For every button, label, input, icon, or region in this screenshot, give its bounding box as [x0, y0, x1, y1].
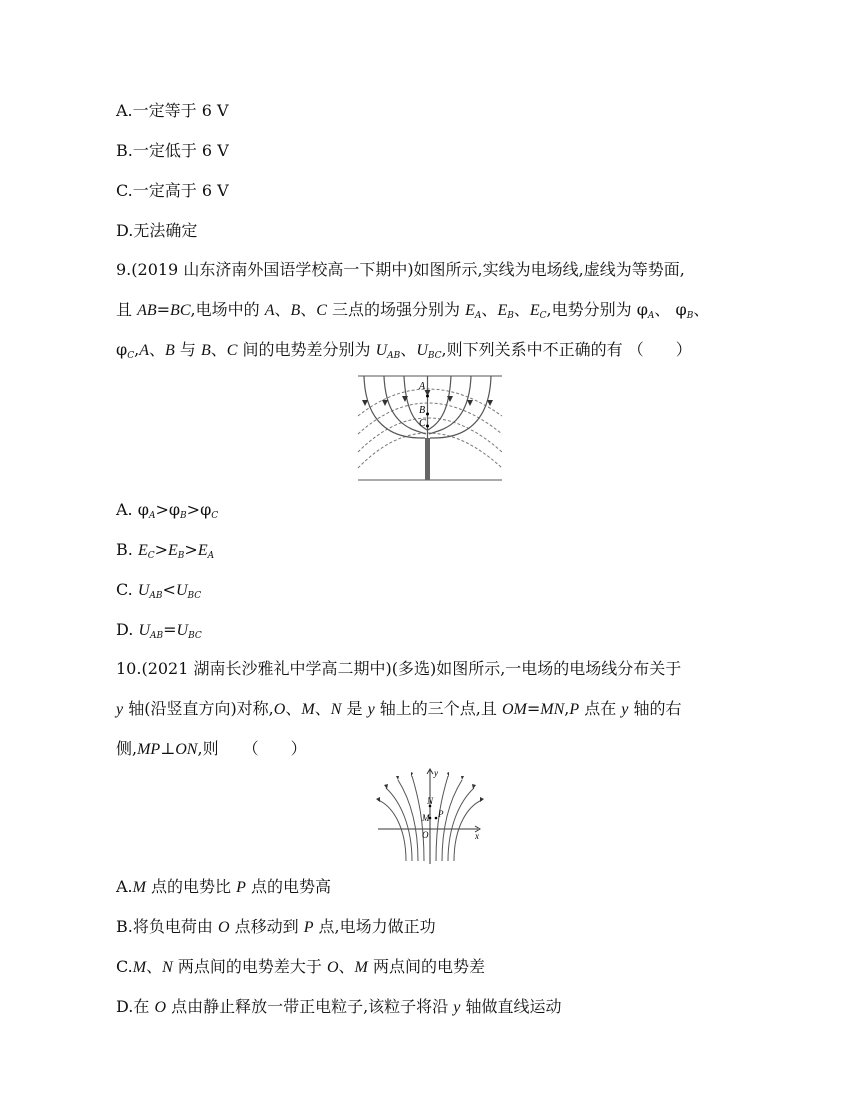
q10-stem-line2: y 轴(沿竖直方向)对称,O、M、N 是 y 轴上的三个点,且 OM=MN,P 点在 y 轴的右 [116, 699, 682, 718]
q10-fig-label-o: O [422, 830, 429, 840]
q10-stem-line1: 10.(2021 湖南长沙雅礼中学高二期中)(多选)如图所示,一电场的电场线分布关于 [116, 659, 682, 678]
q9-fig-label-c: C [419, 418, 426, 429]
q10-fig-label-y: y [434, 768, 438, 778]
q10-option-c: C.M、N 两点间的电势差大于 O、M 两点间的电势差 [116, 957, 485, 976]
q10-fig-label-p: P [438, 809, 444, 819]
q10-option-a: A.M 点的电势比 P 点的电势高 [116, 877, 332, 896]
q9-option-b: B. $E_C>E_B>E_A$ [116, 540, 215, 561]
q8-option-d: D.无法确定 [116, 221, 198, 240]
q10-fig-label-n: N [427, 796, 434, 806]
q10-option-b: B.将负电荷由 O 点移动到 P 点,电场力做正功 [116, 917, 436, 936]
q9-fig-label-b: B [419, 405, 426, 416]
q10-field-figure [372, 766, 488, 866]
q10-fig-label-m: M [422, 813, 430, 823]
q9-stem-line2: 且 AB=BC,电场中的 A、B、C 三点的场强分别为 $E_A$、$E_B$、$E_C$,电势分别为 $\varphi_A$、 $\varphi_B$、 [116, 300, 710, 321]
q9-option-c: C. $U_{AB}<U_{BC}$ [116, 580, 202, 601]
q9-option-a: A. $\varphi_A>\varphi_B>\varphi_C$ [116, 500, 219, 521]
q9-fig-label-a: A [419, 381, 426, 392]
q8-option-c: C.一定高于 6 V [116, 181, 229, 200]
q9-stem-line3: $\varphi_C,A$、B 与 B、C 间的电势差分别为 $U_{AB}$、$U_{BC}$,则下列关系中不正确的有 （ ） [116, 340, 692, 361]
q9-stem-line1: 9.(2019 山东济南外国语学校高一下期中)如图所示,实线为电场线,虚线为等势面, [116, 260, 685, 279]
q10-fig-label-x: x [475, 831, 479, 841]
q8-option-a: A.一定等于 6 V [116, 101, 229, 120]
q9-option-d: D. $U_{AB}=U_{BC}$ [116, 620, 202, 641]
q10-option-d: D.在 O 点由静止释放一带正电粒子,该粒子将沿 y 轴做直线运动 [116, 997, 562, 1016]
q9-field-figure [356, 372, 506, 484]
q10-stem-line3: 侧,MP⊥ON,则 （ ） [116, 739, 307, 758]
q8-option-b: B.一定低于 6 V [116, 141, 229, 160]
